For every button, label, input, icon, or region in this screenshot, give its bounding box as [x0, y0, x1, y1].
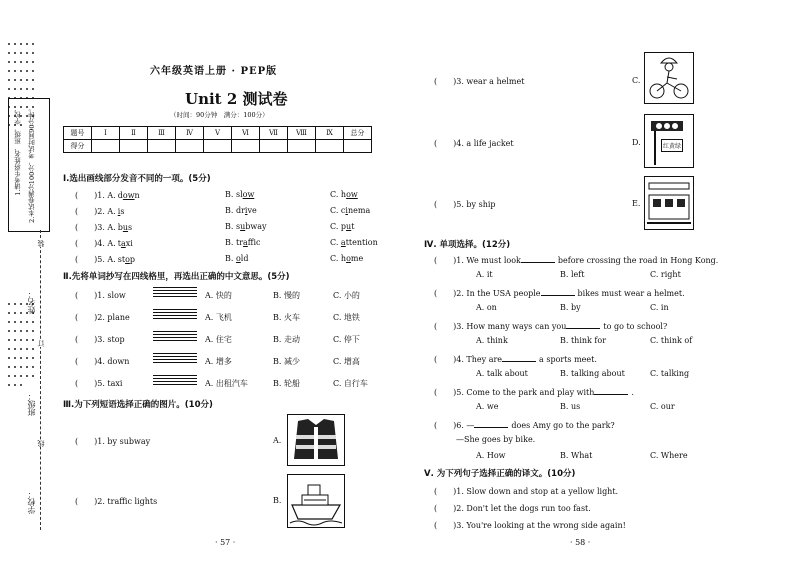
s4-option-b: B. What	[560, 451, 593, 460]
grid-line	[153, 312, 197, 313]
s1-b-post: ld	[240, 254, 249, 263]
dot	[14, 357, 16, 359]
s1-b-underlined: u	[240, 222, 246, 231]
score-cell[interactable]	[316, 140, 344, 153]
s1-c-pre: C. h	[330, 190, 347, 199]
life-jacket-icon	[288, 415, 344, 465]
s1-c-post: me	[350, 254, 364, 263]
s1-b-pre: B.	[225, 254, 236, 263]
binding-sidebar	[0, 0, 52, 561]
score-cell[interactable]	[288, 140, 316, 153]
score-header-cell: Ⅴ	[204, 127, 232, 140]
score-cell[interactable]	[260, 140, 288, 153]
s3-pic-label-e: E.	[632, 199, 641, 208]
grid-line	[153, 296, 197, 297]
s4-question-start: ( )3. How many ways can you	[434, 322, 567, 331]
s3-item-2: ( )2. traffic lights	[75, 497, 158, 506]
dot	[32, 52, 34, 54]
dot	[8, 43, 10, 45]
s4-option-c: C. Where	[650, 451, 688, 460]
s1-a-pre: b	[117, 223, 123, 232]
grid-line	[153, 362, 197, 363]
s1-c-post: nema	[347, 206, 371, 215]
dot	[32, 70, 34, 72]
grid-line	[153, 331, 197, 332]
score-cell[interactable]	[120, 140, 148, 153]
answer-blank[interactable]	[474, 419, 508, 428]
four-line-grid[interactable]	[153, 353, 197, 365]
s4-option-b: B. us	[560, 402, 581, 411]
s1-c-underlined: o	[346, 254, 351, 263]
s1-option-a	[118, 191, 140, 200]
dot	[14, 79, 16, 81]
dot	[8, 52, 10, 54]
s4-question	[434, 386, 634, 398]
dot	[20, 330, 22, 332]
dot	[32, 43, 34, 45]
s1-b-pre: B. dr	[225, 206, 245, 215]
dot	[32, 339, 34, 341]
s5-item-2: ( )2. Don't let the dogs run too fast.	[434, 504, 591, 513]
s4-option-c: C. talking	[650, 369, 690, 378]
dot	[14, 330, 16, 332]
s1-b-pre: B. sl	[225, 190, 243, 199]
four-line-grid[interactable]	[153, 287, 197, 299]
grid-line	[153, 353, 197, 354]
name-label: 姓名：	[27, 290, 36, 314]
s2-option-c: C. 增高	[333, 357, 360, 366]
s1-a-post: n	[134, 191, 140, 200]
dot	[8, 330, 10, 332]
score-header-cell: Ⅳ	[176, 127, 204, 140]
notice-box	[8, 98, 50, 232]
s4-option-a: A. we	[476, 402, 499, 411]
s1-option-a	[118, 223, 132, 232]
cut-mark-1: 装	[37, 240, 45, 247]
score-header-cell: 总分	[344, 127, 372, 140]
dot	[14, 375, 16, 377]
subway-train-icon	[645, 177, 693, 229]
s1-option-a	[118, 207, 125, 216]
four-line-grid[interactable]	[153, 331, 197, 343]
s2-option-a: A. 出租汽车	[205, 379, 248, 388]
dot	[14, 321, 16, 323]
grid-line	[153, 318, 197, 319]
grid-line	[153, 293, 197, 294]
four-line-grid[interactable]	[153, 309, 197, 321]
s2-option-a: A. 快的	[205, 291, 232, 300]
page-number-right: · 58 ·	[570, 538, 591, 547]
s1-a-pre: st	[117, 255, 126, 264]
dot	[26, 339, 28, 341]
s4-question-end: does Amy go to the park?	[511, 421, 615, 430]
s5-item-1: ( )1. Slow down and stop at a yellow light.	[434, 487, 619, 496]
s5-item-3: ( )3. You're looking at the wrong side again!	[434, 521, 626, 530]
s1-a-underlined: o	[125, 255, 130, 264]
dot	[20, 43, 22, 45]
s1-option-b	[225, 206, 257, 215]
s4-option-a: A. on	[476, 303, 497, 312]
s4-option-c: C. think of	[650, 336, 693, 345]
dot	[20, 321, 22, 323]
dot	[14, 312, 16, 314]
s2-item: ( )1. slow	[75, 291, 126, 300]
traffic-sign-text: 红黄绿	[661, 139, 683, 152]
s3-pic-label-c: C.	[632, 76, 641, 85]
dot	[26, 70, 28, 72]
traffic-lights-picture	[644, 114, 694, 168]
life-jacket-picture	[287, 414, 345, 466]
s4-option-a: A. it	[476, 270, 493, 279]
s2-item: ( )3. stop	[75, 335, 125, 344]
s1-item	[75, 238, 133, 249]
s1-option-b	[225, 222, 267, 231]
score-cell[interactable]	[148, 140, 176, 153]
s3-item-1: ( )1. by subway	[75, 437, 151, 446]
s4-option-c: C. in	[650, 303, 669, 312]
s4-question-start: ( )5. Come to the park and play with	[434, 388, 595, 397]
s1-item	[75, 254, 135, 265]
dot	[26, 52, 28, 54]
s3-item-5: ( )5. by ship	[434, 200, 496, 209]
grid-line	[153, 290, 197, 291]
s1-item-number: ( )4. A.	[75, 239, 116, 248]
grid-line	[153, 381, 197, 382]
answer-blank[interactable]	[521, 254, 555, 263]
s1-item-number: ( )2. A.	[75, 207, 116, 216]
left-page	[55, 0, 400, 561]
s1-c-underlined: a	[340, 238, 346, 247]
s1-item-number: ( )5. A.	[75, 255, 116, 264]
dot	[26, 348, 28, 350]
s1-c-pre: C. p	[330, 222, 347, 231]
dot	[20, 384, 22, 386]
dot	[26, 43, 28, 45]
dot	[32, 330, 34, 332]
s1-item	[75, 206, 124, 217]
s1-option-c	[330, 222, 354, 231]
grid-line	[153, 340, 197, 341]
dot	[8, 366, 10, 368]
dot	[8, 303, 10, 305]
dot	[14, 366, 16, 368]
s2-item: ( )4. down	[75, 357, 130, 366]
s4-question-end: a sports meet.	[539, 355, 597, 364]
grid-line	[153, 287, 197, 288]
s2-item: ( )5. taxi	[75, 379, 123, 388]
grid-line	[153, 356, 197, 357]
dot	[8, 375, 10, 377]
s1-c-underlined: ow	[346, 190, 358, 199]
grid-line	[153, 309, 197, 310]
dot	[26, 61, 28, 63]
score-header-cell: Ⅵ	[232, 127, 260, 140]
helmet-cyclist-picture	[644, 52, 694, 104]
answer-blank[interactable]	[502, 353, 536, 362]
grid-line	[153, 315, 197, 316]
s1-b-post: ffic	[247, 238, 261, 247]
s4-option-a: A. How	[476, 451, 506, 460]
cyclist-helmet-icon	[645, 53, 693, 103]
answer-blank[interactable]	[594, 386, 628, 395]
s1-a-pre: d	[117, 191, 123, 200]
s1-b-post: ve	[247, 206, 257, 215]
page-number-left: · 57 ·	[215, 538, 236, 547]
s1-option-c	[330, 254, 363, 263]
dot	[32, 321, 34, 323]
section-2-title: Ⅱ.先将单词抄写在四线格里，再选出正确的中文意思。(5分)	[63, 272, 290, 282]
score-cell[interactable]	[92, 140, 120, 153]
s4-question	[434, 254, 718, 266]
s1-b-underlined: o	[235, 254, 241, 263]
s1-option-c	[330, 190, 358, 199]
four-line-grid[interactable]	[153, 375, 197, 387]
score-header-cell: Ⅷ	[288, 127, 316, 140]
dot	[32, 357, 34, 359]
binding-cut-line	[40, 230, 41, 530]
s4-question	[434, 287, 685, 299]
s2-option-b: B. 慢的	[273, 291, 300, 300]
s2-option-c: C. 自行车	[333, 379, 368, 388]
dot	[20, 375, 22, 377]
s2-option-b: B. 减少	[273, 357, 300, 366]
dot	[32, 61, 34, 63]
s2-option-a: A. 增多	[205, 357, 232, 366]
s2-option-c: C. 停下	[333, 335, 360, 344]
s1-a-post: s	[120, 207, 125, 216]
s4-question-end: .	[631, 388, 634, 397]
s2-option-b: B. 轮船	[273, 379, 300, 388]
s3-item-3: ( )3. wear a helmet	[434, 77, 525, 86]
dot	[26, 375, 28, 377]
s1-option-b	[225, 238, 261, 247]
dot	[20, 52, 22, 54]
s3-pic-label-d: D.	[632, 138, 641, 147]
dot	[20, 357, 22, 359]
dot	[8, 357, 10, 359]
dot	[14, 61, 16, 63]
cut-mark-3: 线	[37, 440, 45, 447]
dot	[26, 330, 28, 332]
subway-picture	[644, 176, 694, 230]
s1-option-c	[330, 238, 378, 247]
s2-item: ( )2. plane	[75, 313, 130, 322]
grid-line	[153, 334, 197, 335]
s1-b-post: bway	[245, 222, 267, 231]
dot	[14, 303, 16, 305]
s2-option-b: B. 走动	[273, 335, 300, 344]
dot	[8, 79, 10, 81]
s1-c-post: t	[351, 222, 355, 231]
s1-a-underlined: a	[120, 239, 126, 248]
dot	[8, 61, 10, 63]
s3-pic-label-b: B.	[273, 496, 282, 505]
dot	[20, 339, 22, 341]
s1-c-underlined: i	[345, 206, 348, 215]
s1-c-underlined: u	[346, 222, 352, 231]
dot	[8, 88, 10, 90]
section-4-title: Ⅳ. 单项选择。(12分)	[424, 240, 511, 250]
s1-b-underlined: a	[243, 238, 248, 247]
score-cell[interactable]	[344, 140, 372, 153]
dot	[26, 321, 28, 323]
dot	[14, 88, 16, 90]
s1-b-underlined: i	[244, 206, 248, 215]
ship-picture	[287, 474, 345, 528]
dot	[14, 43, 16, 45]
s4-question-start: ( )1. We must look	[434, 256, 521, 265]
exam-meta: （时间：90分钟 满分：100分）	[170, 111, 269, 119]
s4-question-start: ( )2. In the USA people	[434, 289, 541, 298]
dot	[8, 321, 10, 323]
dot	[20, 303, 22, 305]
dot	[14, 52, 16, 54]
s4-question	[434, 419, 615, 431]
s2-option-a: A. 飞机	[205, 313, 232, 322]
s4-question-end: bikes must wear a helmet.	[577, 289, 685, 298]
dot	[26, 88, 28, 90]
section-5-title: Ⅴ. 为下列句子选择正确的译文。(10分)	[424, 469, 576, 479]
score-cell[interactable]	[176, 140, 204, 153]
s2-option-a: A. 住宅	[205, 335, 232, 344]
s4-question	[434, 320, 667, 332]
school-label: 学校：	[27, 490, 36, 514]
s4-option-a: A. talk about	[476, 369, 528, 378]
section-1-title: Ⅰ.选出画线部分发音不同的一项。(5分)	[63, 174, 211, 184]
score-header-cell: Ⅸ	[316, 127, 344, 140]
score-header-cell: Ⅲ	[148, 127, 176, 140]
notice-line-2: 2.本试卷满分100分，考试时间90分钟。	[28, 105, 36, 223]
score-header-cell: Ⅰ	[92, 127, 120, 140]
score-row-label: 得分	[64, 140, 92, 153]
s2-option-b: B. 火车	[273, 313, 300, 322]
grid-line	[153, 359, 197, 360]
score-cell[interactable]	[204, 140, 232, 153]
s4-option-a: A. think	[476, 336, 508, 345]
score-cell[interactable]	[232, 140, 260, 153]
class-label: 班级：	[27, 392, 36, 416]
s1-option-b	[225, 190, 254, 199]
s1-option-b	[225, 254, 248, 263]
s4-option-c: C. right	[650, 270, 681, 279]
s1-item-number: ( )3. A.	[75, 223, 116, 232]
s1-c-pre: C.	[330, 238, 341, 247]
score-table	[63, 126, 372, 153]
grid-line	[153, 337, 197, 338]
score-header-cell: Ⅱ	[120, 127, 148, 140]
dot	[8, 384, 10, 386]
dot	[20, 61, 22, 63]
s4-question-start: ( )6. —	[434, 421, 475, 430]
s1-a-underlined: u	[122, 223, 129, 232]
dot	[32, 348, 34, 350]
dot	[32, 366, 34, 368]
s1-a-underlined: ow	[122, 191, 135, 200]
dot	[20, 79, 22, 81]
s4-option-b: B. left	[560, 270, 585, 279]
s1-b-underlined: ow	[242, 190, 255, 199]
dot	[26, 366, 28, 368]
s4-question-start: ( )4. They are	[434, 355, 503, 364]
s1-c-pre: C. c	[330, 206, 346, 215]
dot	[20, 348, 22, 350]
grid-line	[153, 378, 197, 379]
dot	[20, 88, 22, 90]
answer-blank[interactable]	[566, 320, 600, 329]
s4-question	[434, 353, 597, 365]
s2-option-c: C. 地铁	[333, 313, 360, 322]
s1-b-pre: B. s	[225, 222, 241, 231]
exam-title: Unit 2 测试卷	[185, 90, 288, 108]
s3-item-4: ( )4. a life jacket	[434, 139, 514, 148]
dot	[20, 70, 22, 72]
right-page	[420, 0, 790, 561]
s1-a-post: xi	[125, 239, 133, 248]
s1-b-pre: B. tr	[225, 238, 244, 247]
dot	[14, 384, 16, 386]
grid-line	[153, 375, 197, 376]
s1-a-post: p	[129, 255, 136, 264]
s4-question-end: to go to school?	[603, 322, 668, 331]
notice-line-1: 1.请考生将姓名、班级、学校、	[14, 105, 22, 196]
dot	[20, 312, 22, 314]
dot	[14, 339, 16, 341]
s1-item	[75, 222, 132, 233]
dot	[8, 312, 10, 314]
s1-a-pre: t	[117, 239, 121, 248]
s1-option-a	[118, 239, 133, 248]
dot	[32, 88, 34, 90]
cut-mark-2: 订	[37, 340, 45, 347]
dot	[14, 70, 16, 72]
dot	[32, 79, 34, 81]
dot	[20, 366, 22, 368]
s2-option-c: C. 小的	[333, 291, 360, 300]
dot	[8, 339, 10, 341]
s1-item	[75, 190, 140, 201]
s1-a-underlined: i	[117, 207, 121, 216]
ship-icon	[288, 475, 344, 527]
dot	[14, 348, 16, 350]
score-header-cell: Ⅶ	[260, 127, 288, 140]
s4-question-end: before crossing the road in Hong Kong.	[557, 256, 719, 265]
exam-subtitle: 六年级英语上册 · PEP版	[150, 66, 278, 77]
s4-option-b: B. talking about	[560, 369, 625, 378]
dot	[8, 70, 10, 72]
s1-item-number: ( )1. A.	[75, 191, 116, 200]
s1-option-c	[330, 206, 370, 215]
s4-option-c: C. our	[650, 402, 675, 411]
dot	[26, 79, 28, 81]
s1-a-post: s	[128, 223, 133, 232]
s4-answer-line: —She goes by bike.	[456, 435, 536, 444]
grid-line	[153, 384, 197, 385]
s3-pic-label-a: A.	[273, 436, 282, 445]
dot	[8, 348, 10, 350]
s4-option-b: B. think for	[560, 336, 607, 345]
answer-blank[interactable]	[541, 287, 575, 296]
s1-option-a	[118, 255, 135, 264]
s1-c-post: ttention	[345, 238, 378, 247]
score-header-cell: 题号	[64, 127, 92, 140]
s4-option-b: B. by	[560, 303, 581, 312]
dot	[32, 375, 34, 377]
s1-c-pre: C. h	[330, 254, 347, 263]
dot	[26, 357, 28, 359]
section-3-title: Ⅲ.为下列短语选择正确的图片。(10分)	[63, 400, 213, 410]
